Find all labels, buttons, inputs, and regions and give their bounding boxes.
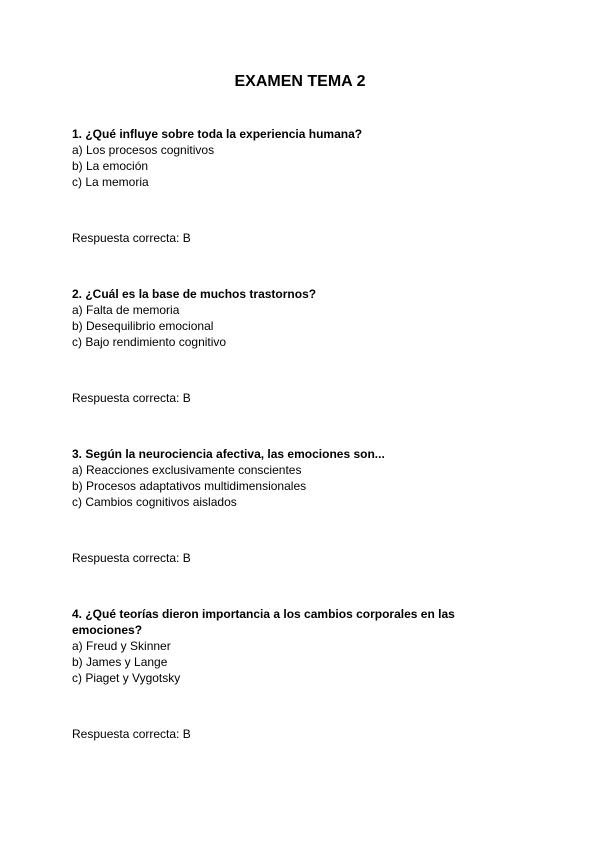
exam-title: EXAMEN TEMA 2 bbox=[234, 73, 366, 90]
option-b: b) James y Lange bbox=[72, 655, 168, 669]
correct-answer-1: Respuesta correcta: B bbox=[72, 231, 191, 245]
option-a: a) Freud y Skinner bbox=[72, 639, 171, 653]
correct-answer-4: Respuesta correcta: B bbox=[72, 727, 191, 741]
option-c: c) Bajo rendimiento cognitivo bbox=[72, 335, 227, 349]
correct-answer-3: Respuesta correcta: B bbox=[72, 551, 191, 565]
question-4 bbox=[72, 606, 492, 686]
option-c: c) Cambios cognitivos aislados bbox=[72, 495, 237, 509]
option-b: b) Desequilibrio emocional bbox=[72, 319, 214, 333]
option-c: c) Piaget y Vygotsky bbox=[72, 671, 181, 685]
question-text: 4. ¿Qué teorías dieron importancia a los cambios corporales en las emociones? bbox=[72, 607, 455, 637]
question-2 bbox=[72, 286, 492, 350]
correct-answer-2: Respuesta correcta: B bbox=[72, 391, 191, 405]
question-text: 2. ¿Cuál es la base de muchos trastornos? bbox=[72, 287, 317, 301]
option-c: c) La memoria bbox=[72, 175, 149, 189]
question-text: 1. ¿Qué influye sobre toda la experiencia humana? bbox=[72, 127, 363, 141]
option-b: b) Procesos adaptativos multidimensionales bbox=[72, 479, 307, 493]
option-a: a) Reacciones exclusivamente conscientes bbox=[72, 463, 302, 477]
question-1 bbox=[72, 126, 492, 190]
option-a: a) Falta de memoria bbox=[72, 303, 180, 317]
option-b: b) La emoción bbox=[72, 159, 149, 173]
question-3 bbox=[72, 446, 492, 510]
option-a: a) Los procesos cognitivos bbox=[72, 143, 215, 157]
question-text: 3. Según la neurociencia afectiva, las emociones son... bbox=[72, 447, 385, 461]
